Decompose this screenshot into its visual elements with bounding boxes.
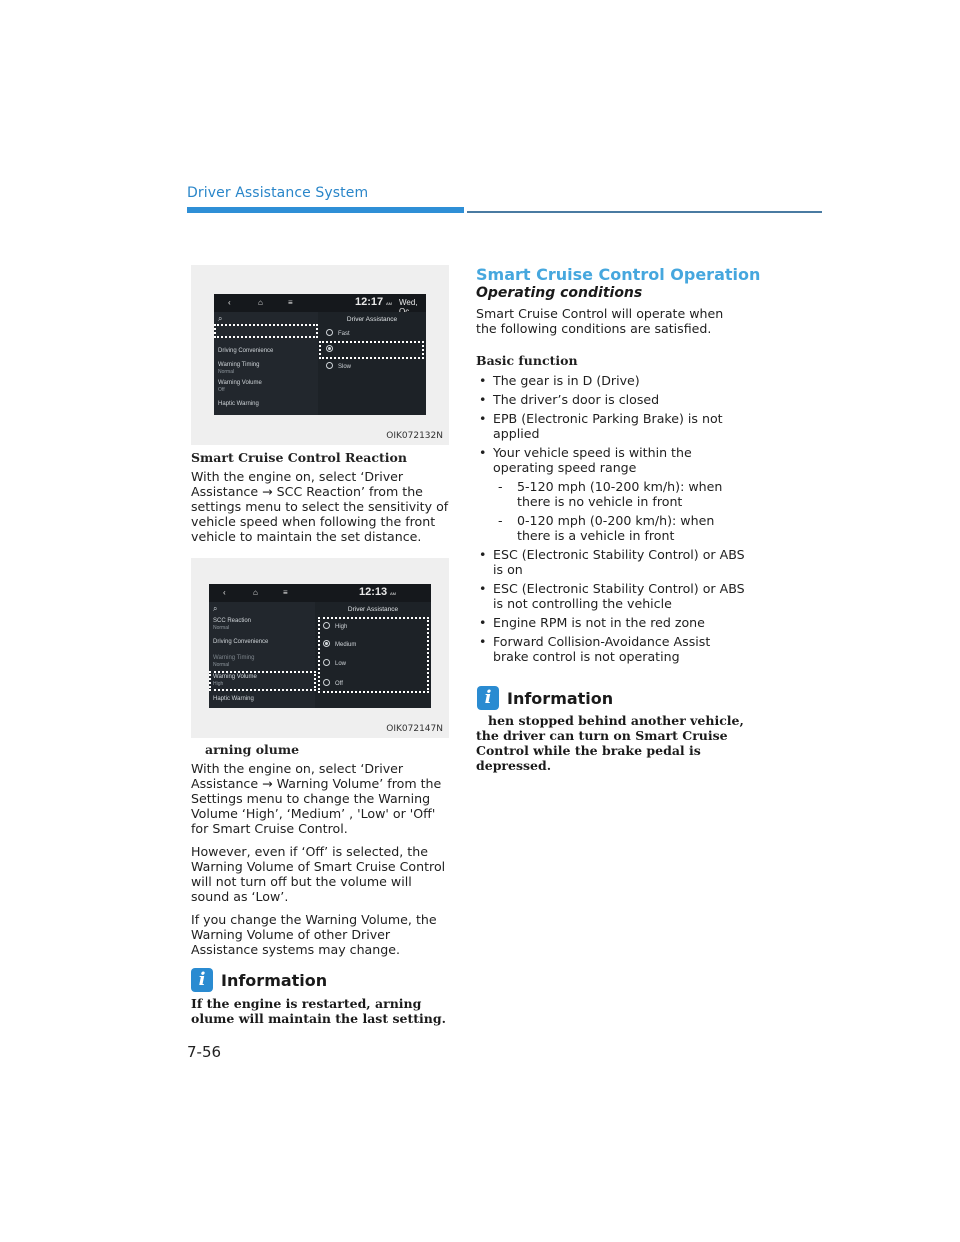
bullet-marker: • (479, 445, 487, 460)
screen-menu-item: Warning Timing Normal (218, 362, 260, 375)
screen-menu-item: Warning Volume Off (218, 380, 262, 393)
screen-ampm: AM (390, 591, 396, 596)
bullet-marker: • (479, 411, 487, 426)
section-subtitle: Operating conditions (476, 285, 643, 301)
highlight-box (214, 324, 318, 338)
information-box-header (477, 686, 613, 710)
list-item: • EPB (Electronic Parking Brake) is not applied (479, 411, 723, 441)
list-item: • Engine RPM is not in the red zone (479, 615, 705, 630)
information-icon: i (477, 686, 499, 710)
figure-code: OIK072132N (386, 431, 443, 441)
screen-menu-item: Haptic Warning (218, 401, 259, 407)
section-heading: arning olume (205, 742, 300, 757)
back-icon: ‹ (228, 298, 231, 307)
page-number: 7-56 (187, 1043, 222, 1061)
screen-option: Low (323, 659, 346, 667)
back-icon: ‹ (223, 588, 226, 597)
figure-code: OIK072147N (386, 724, 443, 734)
search-icon: ⌕ (218, 314, 223, 323)
information-label: Information (507, 688, 614, 708)
screen-menu-item: Warning Volume High (213, 674, 257, 687)
bullet-marker: • (479, 581, 487, 596)
list-item: • The driver’s door is closed (479, 392, 660, 407)
screen-option: Off (323, 679, 343, 687)
screen-menu-item: SCC Reaction Normal (213, 618, 252, 631)
screen-left-menu (209, 602, 315, 708)
infotainment-screen (214, 294, 426, 415)
screen-option: Medium (323, 640, 356, 648)
screen-heading: Driver Assistance (346, 316, 398, 323)
conditions-list (476, 373, 746, 668)
menu-icon: ≡ (288, 298, 293, 307)
screen-time: 12:17 (355, 296, 384, 308)
dash-marker: - (498, 513, 503, 528)
information-text: If the engine is restarted, arning olume will maintain the last setting. (191, 996, 446, 1026)
screen-status-bar (209, 584, 431, 602)
screen-ampm: AM (386, 301, 392, 306)
screen-heading: Driver Assistance (347, 606, 399, 613)
screen-option: Slow (326, 362, 351, 370)
intro-text: Smart Cruise Control will operate when the following conditions are satisfied. (476, 306, 724, 336)
screen-option: Fast (326, 329, 350, 337)
bullet-marker: • (479, 615, 487, 630)
section-title: Smart Cruise Control Operation (476, 265, 761, 284)
highlight-box (319, 341, 424, 359)
list-item: • ESC (Electronic Stability Control) or ABS is not controlling the vehicle (479, 581, 745, 611)
list-subitem: - 0-120 mph (0-200 km/h): when there is a vehicle in front (498, 513, 715, 543)
search-icon: ⌕ (213, 604, 218, 613)
list-item: • ESC (Electronic Stability Control) or ABS is on (479, 547, 745, 577)
highlight-box (318, 617, 429, 693)
bullet-marker: • (479, 392, 487, 407)
section-text: With the engine on, select ‘Driver Assistance → Warning Volume’ from the Settings menu to change the Warning Volume ‘High’, ‘Medium’ , 'Low' or 'Off' for Smart Cruise Control. However, even if ‘Off’ is selected, the Warning Volume of Smart Cruise Control will not turn off but the volume will sound as ‘Low’. If you change the Warning Volume, the Warning Volume of other Driver Assistance systems may change. (191, 761, 446, 957)
home-icon: ⌂ (253, 588, 258, 597)
figure-warning-volume (191, 558, 449, 738)
bullet-marker: • (479, 373, 487, 388)
header-title: Driver Assistance System (187, 185, 369, 201)
screen-menu-item: Driving Convenience (218, 348, 274, 354)
subsection-heading: Basic function (476, 353, 578, 368)
screen-date: Wed, (399, 298, 418, 307)
bullet-marker: • (479, 634, 487, 649)
screen-status-bar (214, 294, 426, 312)
dash-marker: - (498, 479, 503, 494)
list-item: • Forward Collision-Avoidance Assist brake control is not operating (479, 634, 711, 664)
information-box-header (191, 968, 327, 992)
screen-menu-item: Driving Convenience (213, 639, 269, 645)
section-text: With the engine on, select ‘Driver Assistance → SCC Reaction’ from the settings menu to select the sensitivity of vehicle speed when following the front vehicle to maintain the set distance. (191, 469, 449, 544)
header-rule (467, 211, 822, 213)
list-item: • The gear is in D (Drive) (479, 373, 640, 388)
home-icon: ⌂ (258, 298, 263, 307)
figure-scc-reaction (191, 265, 449, 445)
header-bar (187, 207, 464, 213)
screen-menu-item: Warning Timing Normal (213, 655, 255, 668)
information-text: hen stopped behind another vehicle, the driver can turn on Smart Cruise Control while the brake pedal is depressed. (476, 713, 744, 773)
information-icon: i (191, 968, 213, 992)
list-subitem: - 5-120 mph (10-200 km/h): when there is no vehicle in front (498, 479, 723, 509)
section-heading: Smart Cruise Control Reaction (191, 450, 407, 465)
information-label: Information (221, 970, 328, 990)
screen-time: 12:13 (359, 586, 388, 598)
infotainment-screen (209, 584, 431, 708)
screen-option: High (323, 622, 347, 630)
menu-icon: ≡ (283, 588, 288, 597)
bullet-marker: • (479, 547, 487, 562)
screen-right-panel (318, 312, 426, 415)
list-item: • Your vehicle speed is within the operating speed range (479, 445, 692, 475)
highlight-box (209, 671, 316, 691)
screen-menu-item: Haptic Warning (213, 696, 254, 702)
